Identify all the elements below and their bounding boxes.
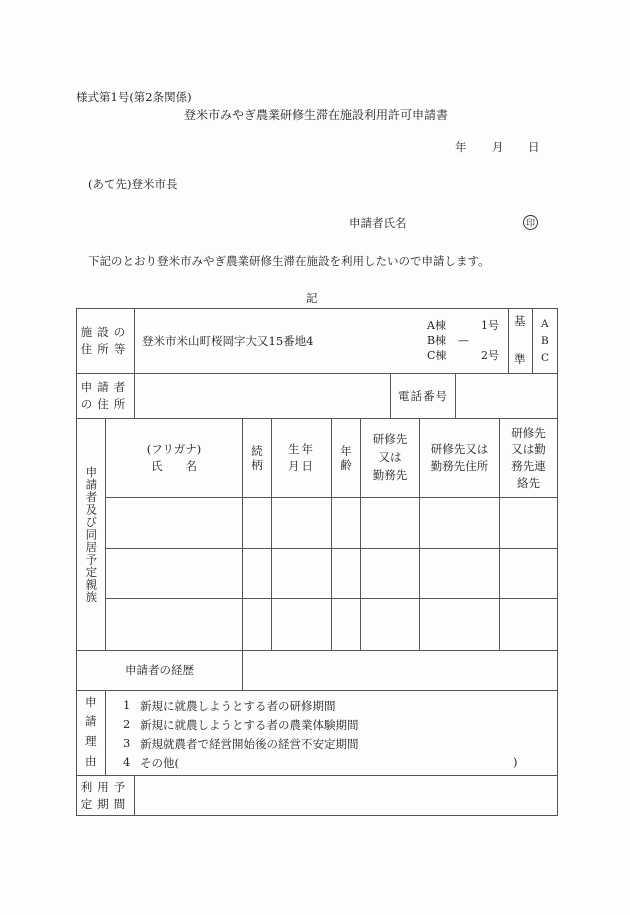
applicant-address-field[interactable]: [135, 374, 390, 418]
standard-value: B: [541, 335, 549, 347]
col-divider: [508, 308, 509, 373]
header-line: 又は勤: [511, 442, 546, 457]
family-row-3[interactable]: [106, 599, 557, 650]
reason-text: 新規に就農しようとする者の農業体験期間: [140, 718, 359, 732]
col-divider: [532, 308, 533, 373]
label-line: 利用予: [80, 780, 131, 795]
reason-number: 3: [123, 736, 131, 750]
reason-text: その他(: [140, 756, 179, 770]
ki-label: 記: [306, 291, 318, 305]
header-workplace-contact: [500, 419, 557, 497]
family-row-1[interactable]: [106, 498, 557, 548]
header-line: 勤務先: [372, 467, 408, 482]
reasons-label-char: 請: [85, 714, 97, 728]
header-line: 続: [251, 443, 263, 458]
header-name: [106, 419, 242, 497]
header-line: 務先連: [511, 459, 546, 473]
reason-text: 新規就農者で経営開始後の経営不安定期間: [140, 737, 359, 751]
building-name: C棟: [427, 349, 447, 362]
standard-value: C: [541, 352, 550, 364]
header-furigana: (フリガナ): [146, 442, 202, 457]
label-line: 住所等: [80, 342, 131, 356]
building-name: B棟: [427, 334, 447, 347]
header-birthdate: [272, 419, 331, 497]
header-line: 又は: [378, 450, 402, 465]
header-line: 研修先: [372, 432, 408, 447]
date-month-label: 月: [492, 140, 504, 154]
applicant-name-label: 申請者氏名: [349, 216, 407, 230]
career-field[interactable]: [243, 651, 557, 690]
family-row-2[interactable]: [106, 549, 557, 598]
facility-address-label: [77, 309, 134, 373]
reason-number: 1: [123, 698, 131, 712]
header-workplace-address: [420, 419, 499, 497]
period-label: [77, 776, 134, 815]
phone-field[interactable]: [456, 374, 557, 418]
intro-text: 下記のとおり登米市みやぎ農業研修生滞在施設を利用したいので申請します。: [88, 254, 490, 268]
col-divider: [105, 690, 106, 775]
reasons-label-char: 由: [85, 754, 97, 768]
header-line: 月日: [288, 459, 315, 473]
building-name: A棟: [427, 319, 446, 332]
label-line: 申請者: [80, 379, 131, 394]
building-number: 1号: [481, 319, 499, 332]
reason-close-paren: ): [513, 755, 518, 769]
header-line: 研修先: [511, 425, 546, 440]
header-age: [332, 419, 360, 497]
header-line: 齢: [340, 458, 352, 472]
seal-icon: 印: [523, 215, 538, 230]
header-line: 年: [340, 443, 352, 458]
facility-address-value: 登米市米山町桜岡字大又15番地4: [142, 334, 314, 348]
table-border-right: [557, 308, 558, 816]
applicant-address-label: [77, 374, 134, 418]
standard-label-top: 基: [514, 314, 526, 328]
header-line: 絡先: [517, 475, 540, 490]
header-workplace: [361, 419, 419, 497]
header-name-text: 氏 名: [151, 459, 197, 473]
row-divider: [76, 690, 558, 691]
addressee: (あて先)登米市長: [88, 177, 178, 191]
date-year-label: 年: [455, 140, 467, 154]
reasons-label-char: 理: [85, 734, 97, 748]
header-line: 柄: [251, 458, 263, 472]
header-line: 生年: [288, 441, 315, 456]
table-border-bottom: [76, 815, 558, 816]
header-relation: [243, 419, 271, 497]
label-line: 定期間: [80, 796, 131, 811]
label-line: 施設の: [80, 324, 131, 339]
header-line: 勤務先住所: [430, 459, 489, 473]
reason-number: 2: [123, 717, 131, 731]
standard-label-bottom: 準: [514, 352, 526, 366]
form-number: 様式第1号(第2条関係): [76, 90, 192, 104]
family-section-label-text: 申請者及び同居予定親族: [84, 465, 99, 604]
label-line: の住所: [80, 397, 131, 411]
building-number: 2号: [481, 349, 499, 362]
family-section-label: [77, 419, 105, 650]
career-label: 申請者の経歴: [125, 663, 194, 678]
header-line: 研修先又は: [430, 442, 489, 457]
document-title: 登米市みやぎ農業研修生滞在施設利用許可申請書: [184, 108, 449, 122]
reason-text: 新規に就農しようとする者の研修期間: [140, 699, 336, 713]
building-number: —: [458, 334, 469, 347]
reasons-label-char: 申: [85, 695, 97, 709]
phone-label: 電話番号: [398, 388, 448, 403]
period-field[interactable]: [135, 776, 557, 815]
standard-value: A: [541, 318, 549, 330]
reason-number: 4: [123, 755, 131, 769]
date-day-label: 日: [528, 140, 540, 154]
